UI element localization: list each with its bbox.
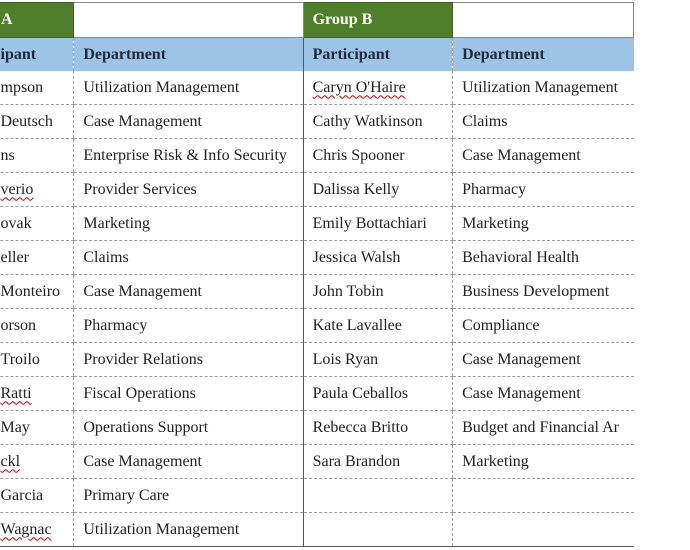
group-a-participant-cell [0, 275, 74, 309]
group-a-title: A [0, 3, 74, 38]
group-a-department-cell [74, 411, 303, 445]
group-a-department-cell [74, 71, 303, 105]
group-a-participant-cell-text: ns [0, 146, 15, 164]
group-a-participant-cell-text: May [0, 418, 30, 436]
group-a-department-cell-text: Utilization Management [83, 78, 240, 96]
group-a-department-cell [74, 105, 303, 139]
group-a-participant-cell [0, 71, 74, 105]
group-a-participant-cell [0, 173, 74, 207]
group-b-participant-cell-text: Caryn O'Haire [312, 78, 406, 96]
group-a-participant-cell [0, 105, 74, 139]
group-a-department-cell-text: Case Management [83, 112, 202, 130]
group-a-department-cell-text: Pharmacy [83, 316, 148, 334]
group-a-participant-cell-text: Wagnac [0, 520, 52, 538]
group-a-participant-cell-text: verio [0, 180, 34, 198]
group-b-participant-cell [303, 71, 453, 105]
group-header-row [0, 3, 634, 38]
table-row [0, 71, 634, 105]
group-b-department-cell [453, 309, 634, 343]
groups-table [0, 2, 634, 547]
group-b-department-cell-text: Utilization Management [462, 78, 619, 96]
group-a-participant-cell-text: orson [0, 316, 37, 334]
group-b-department-cell-text: Compliance [462, 316, 540, 334]
group-b-department-cell-text: Claims [462, 112, 508, 130]
group-b-department-cell [453, 343, 634, 377]
group-b-title: Group B [303, 3, 453, 38]
group-b-participant-cell [303, 377, 453, 411]
group-a-participant-cell [0, 139, 74, 173]
group-a-department-cell-text: Enterprise Risk & Info Security [83, 146, 287, 164]
table-row [0, 105, 634, 139]
group-a-department-cell [74, 139, 303, 173]
group-b-department-cell-text: Behavioral Health [462, 248, 579, 266]
group-a-department-cell [74, 207, 303, 241]
group-a-participant-cell [0, 479, 74, 513]
group-b-participant-cell-text: Cathy Watkinson [312, 112, 423, 130]
group-b-participant-cell [303, 411, 453, 445]
table-row [0, 343, 634, 377]
group-a-participant-header: ipant [0, 38, 74, 72]
group-b-department-cell [453, 173, 634, 207]
group-b-participant-cell-text: John Tobin [312, 282, 384, 300]
group-a-participant-cell-text: Garcia [0, 486, 44, 504]
group-b-department-cell [453, 513, 634, 547]
group-b-department-cell-text: Case Management [462, 350, 581, 368]
group-a-department-cell-text: Marketing [83, 214, 151, 232]
group-a-department-cell [74, 377, 303, 411]
table-row [0, 173, 634, 207]
group-b-department-cell-text: Business Development [462, 282, 610, 300]
group-a-department-cell-text: Case Management [83, 452, 202, 470]
table-row [0, 275, 634, 309]
group-a-department-cell [74, 309, 303, 343]
table-row [0, 377, 634, 411]
group-b-participant-header: Participant [303, 38, 453, 72]
group-b-department-cell [453, 139, 634, 173]
group-a-department-cell [74, 513, 303, 547]
group-b-participant-cell [303, 275, 453, 309]
group-b-participant-cell-text: Dalissa Kelly [312, 180, 400, 198]
group-b-participant-cell-text: Jessica Walsh [312, 248, 401, 266]
group-b-participant-cell [303, 105, 453, 139]
group-a-participant-cell [0, 377, 74, 411]
group-a-participant-cell-text: ovak [0, 214, 32, 232]
group-a-department-cell [74, 479, 303, 513]
group-b-department-cell-text: Budget and Financial Ar [462, 418, 619, 436]
group-a-department-cell-text: Utilization Management [83, 520, 240, 538]
group-b-department-cell [453, 105, 634, 139]
group-b-participant-cell-text: Lois Ryan [312, 350, 379, 368]
group-a-participant-cell-text: Deutsch [0, 112, 53, 130]
group-a-department-cell [74, 173, 303, 207]
group-a-department-cell [74, 275, 303, 309]
group-a-title-blank [74, 3, 303, 38]
group-a-participant-cell-text: Troilo [0, 350, 40, 368]
group-b-department-cell [453, 411, 634, 445]
group-a-department-cell [74, 445, 303, 479]
table-row [0, 207, 634, 241]
group-a-department-cell-text: Case Management [83, 282, 202, 300]
group-b-participant-cell [303, 241, 453, 275]
group-a-department-cell-text: Operations Support [83, 418, 209, 436]
group-b-department-cell-text: Pharmacy [462, 180, 527, 198]
group-a-participant-cell [0, 207, 74, 241]
group-b-participant-cell-text: Sara Brandon [312, 452, 401, 470]
group-a-department-cell-text: Provider Relations [83, 350, 203, 368]
group-b-participant-cell-text: Emily Bottachiari [312, 214, 427, 232]
group-a-department-cell [74, 241, 303, 275]
group-a-participant-cell-text: ckl [0, 452, 21, 470]
group-a-department-cell [74, 343, 303, 377]
group-b-participant-cell-text: Kate Lavallee [312, 316, 402, 334]
group-b-participant-cell [303, 309, 453, 343]
group-b-department-cell [453, 479, 634, 513]
group-b-title-blank [453, 3, 634, 38]
table-row [0, 479, 634, 513]
table-row [0, 411, 634, 445]
group-b-department-header: Department [453, 38, 634, 72]
group-a-participant-cell-text: eller [0, 248, 29, 266]
group-b-department-cell-text: Marketing [462, 452, 529, 470]
group-b-participant-cell [303, 343, 453, 377]
table-row [0, 309, 634, 343]
table-row [0, 139, 634, 173]
group-b-participant-cell-text: Paula Ceballos [312, 384, 409, 402]
group-b-participant-cell-text: Rebecca Britto [312, 418, 409, 436]
table-row [0, 241, 634, 275]
group-a-department-cell-text: Claims [83, 248, 129, 266]
group-b-participant-cell [303, 479, 453, 513]
group-a-participant-cell [0, 445, 74, 479]
group-b-participant-cell [303, 445, 453, 479]
group-b-department-cell-text: Case Management [462, 384, 581, 402]
group-b-department-cell [453, 377, 634, 411]
group-a-department-cell-text: Provider Services [83, 180, 197, 198]
group-a-participant-cell-text: mpson [0, 78, 44, 96]
group-b-participant-cell [303, 513, 453, 547]
group-b-department-cell [453, 275, 634, 309]
group-a-participant-cell-text: Ratti [0, 384, 32, 402]
group-a-participant-cell [0, 513, 74, 547]
group-a-department-cell-text: Fiscal Operations [83, 384, 196, 402]
group-b-participant-cell [303, 207, 453, 241]
group-a-participant-cell [0, 241, 74, 275]
group-b-department-cell [453, 241, 634, 275]
group-b-department-cell-text: Case Management [462, 146, 581, 164]
group-b-department-cell [453, 207, 634, 241]
table-row [0, 513, 634, 547]
group-a-participant-cell [0, 411, 74, 445]
group-a-department-cell-text: Primary Care [83, 486, 170, 504]
group-a-participant-cell [0, 343, 74, 377]
group-a-participant-cell [0, 309, 74, 343]
group-a-department-header: Department [74, 38, 303, 72]
group-b-participant-cell [303, 139, 453, 173]
group-b-participant-cell-text: Chris Spooner [312, 146, 405, 164]
table-row [0, 445, 634, 479]
group-b-department-cell [453, 71, 634, 105]
group-b-participant-cell [303, 173, 453, 207]
group-a-participant-cell-text: Monteiro [0, 282, 61, 300]
column-header-row [0, 38, 634, 72]
group-b-department-cell [453, 445, 634, 479]
group-b-department-cell-text: Marketing [462, 214, 529, 232]
